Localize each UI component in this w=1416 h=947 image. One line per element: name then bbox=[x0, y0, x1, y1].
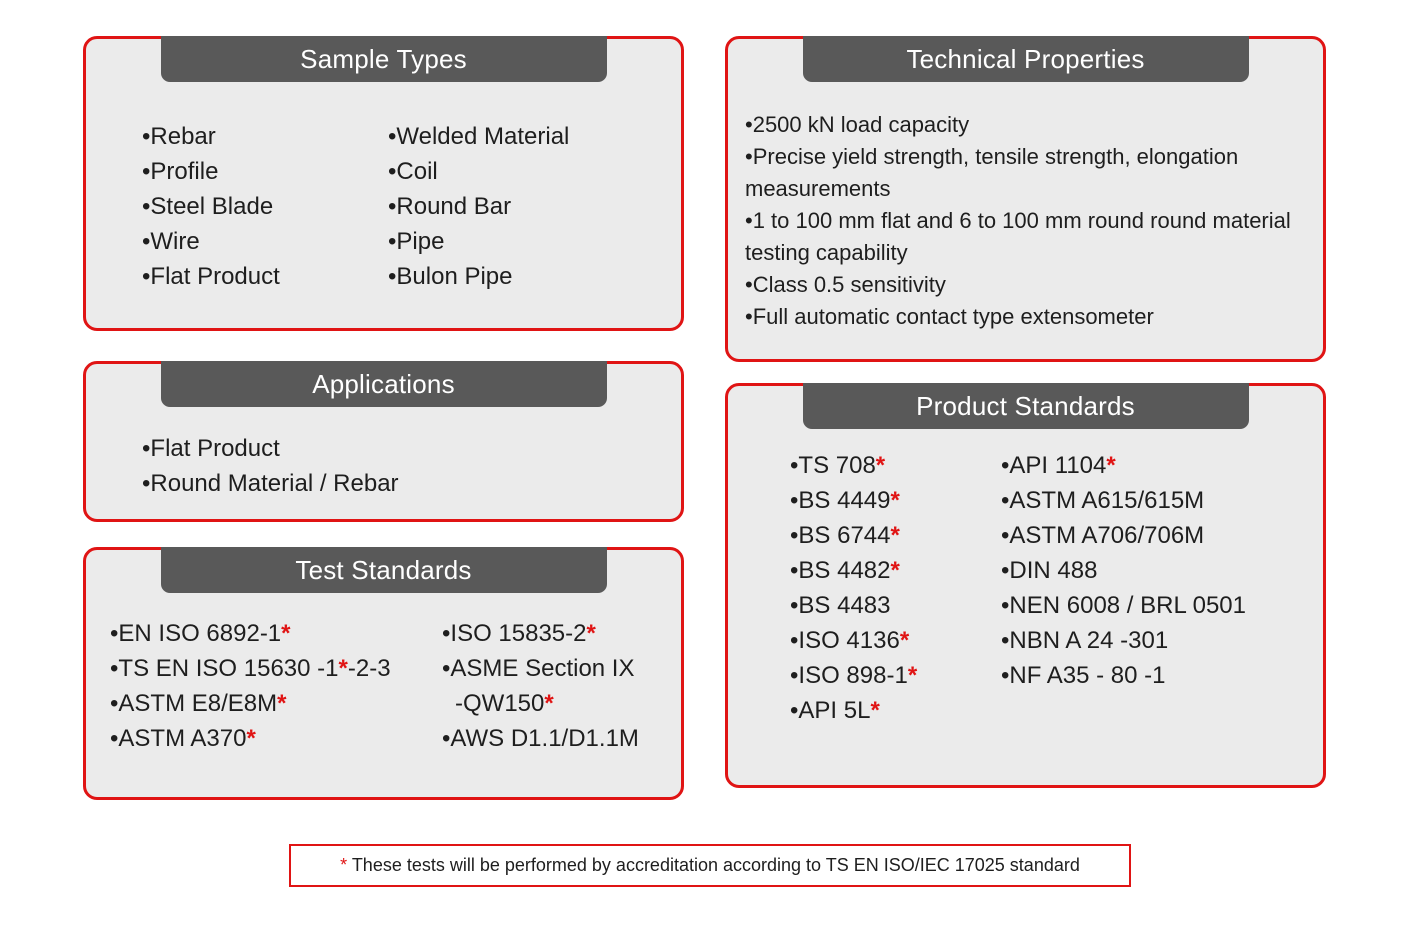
sample-types-left-list bbox=[142, 119, 280, 294]
sample-types-card bbox=[83, 36, 684, 331]
product-standards-right-list bbox=[1001, 448, 1246, 693]
list-item: • Full automatic contact type extensometer bbox=[745, 301, 1305, 333]
applications-title: Applications bbox=[161, 361, 607, 407]
applications-card bbox=[83, 361, 684, 522]
list-item: • ASTM E8/E8M* bbox=[110, 686, 391, 721]
list-item: • BS 4483 bbox=[790, 588, 917, 623]
list-item: • NBN A 24 -301 bbox=[1001, 623, 1246, 658]
list-item: • Class 0.5 sensitivity bbox=[745, 269, 1305, 301]
accreditation-star: * bbox=[586, 620, 596, 647]
list-item: • TS 708* bbox=[790, 448, 917, 483]
list-item: • ASTM A706/706M bbox=[1001, 518, 1246, 553]
list-item: • NF A35 - 80 -1 bbox=[1001, 658, 1246, 693]
list-item: • API 1104* bbox=[1001, 448, 1246, 483]
list-item: • Flat Product bbox=[142, 259, 280, 294]
list-item: • Steel Blade bbox=[142, 189, 280, 224]
accreditation-star: * bbox=[544, 690, 554, 717]
list-item: • 2500 kN load capacity bbox=[745, 109, 1305, 141]
list-item: • Round Material / Rebar bbox=[142, 466, 399, 501]
list-item: • TS EN ISO 15630 -1*-2-3 bbox=[110, 651, 391, 686]
list-item: • DIN 488 bbox=[1001, 553, 1246, 588]
list-item: • Wire bbox=[142, 224, 280, 259]
technical-properties-title: Technical Properties bbox=[803, 36, 1249, 82]
list-item: • Pipe bbox=[388, 224, 569, 259]
list-item: • EN ISO 6892-1* bbox=[110, 616, 391, 651]
sample-types-right-list bbox=[388, 119, 569, 294]
list-item-continuation: -QW150* bbox=[455, 690, 554, 717]
test-standards-card bbox=[83, 547, 684, 800]
list-item: • AWS D1.1/D1.1M bbox=[442, 721, 639, 756]
list-item: • ISO 898-1* bbox=[790, 658, 917, 693]
sample-types-title: Sample Types bbox=[161, 36, 607, 82]
accreditation-star: * bbox=[281, 620, 291, 647]
list-item: • BS 4449* bbox=[790, 483, 917, 518]
list-item: • API 5L* bbox=[790, 693, 917, 728]
list-item: • Rebar bbox=[142, 119, 280, 154]
accreditation-star: * bbox=[246, 725, 256, 752]
product-standards-card bbox=[725, 383, 1326, 788]
technical-properties-list bbox=[745, 109, 1305, 333]
technical-properties-card bbox=[725, 36, 1326, 362]
list-item: • Coil bbox=[388, 154, 569, 189]
list-item: • Flat Product bbox=[142, 431, 399, 466]
list-item: • Profile bbox=[142, 154, 280, 189]
footnote-star: * bbox=[340, 855, 348, 875]
footnote-text: These tests will be performed by accreditation according to TS EN ISO/IEC 17025 standard bbox=[347, 855, 1080, 875]
list-item: • Bulon Pipe bbox=[388, 259, 569, 294]
accreditation-star: * bbox=[338, 655, 348, 682]
list-item: • BS 6744* bbox=[790, 518, 917, 553]
test-standards-left-list bbox=[110, 616, 391, 756]
accreditation-footnote bbox=[289, 844, 1131, 887]
test-standards-title: Test Standards bbox=[161, 547, 607, 593]
list-item: • ISO 4136* bbox=[790, 623, 917, 658]
list-item: • BS 4482* bbox=[790, 553, 917, 588]
product-standards-left-list bbox=[790, 448, 917, 728]
product-standards-title: Product Standards bbox=[803, 383, 1249, 429]
list-item: • ASME Section IX bbox=[442, 651, 639, 686]
test-standards-right-list bbox=[442, 616, 639, 756]
list-item: • ASTM A370* bbox=[110, 721, 391, 756]
list-item: • NEN 6008 / BRL 0501 bbox=[1001, 588, 1246, 623]
list-item: • ASTM A615/615M bbox=[1001, 483, 1246, 518]
accreditation-star: * bbox=[277, 690, 287, 717]
list-item: • ISO 15835-2* bbox=[442, 616, 639, 651]
applications-list bbox=[142, 431, 399, 501]
list-item: • 1 to 100 mm flat and 6 to 100 mm round round material testing capability bbox=[745, 205, 1305, 269]
list-item: • Precise yield strength, tensile strength, elongation measurements bbox=[745, 141, 1305, 205]
list-item: • Round Bar bbox=[388, 189, 569, 224]
list-item: • Welded Material bbox=[388, 119, 569, 154]
